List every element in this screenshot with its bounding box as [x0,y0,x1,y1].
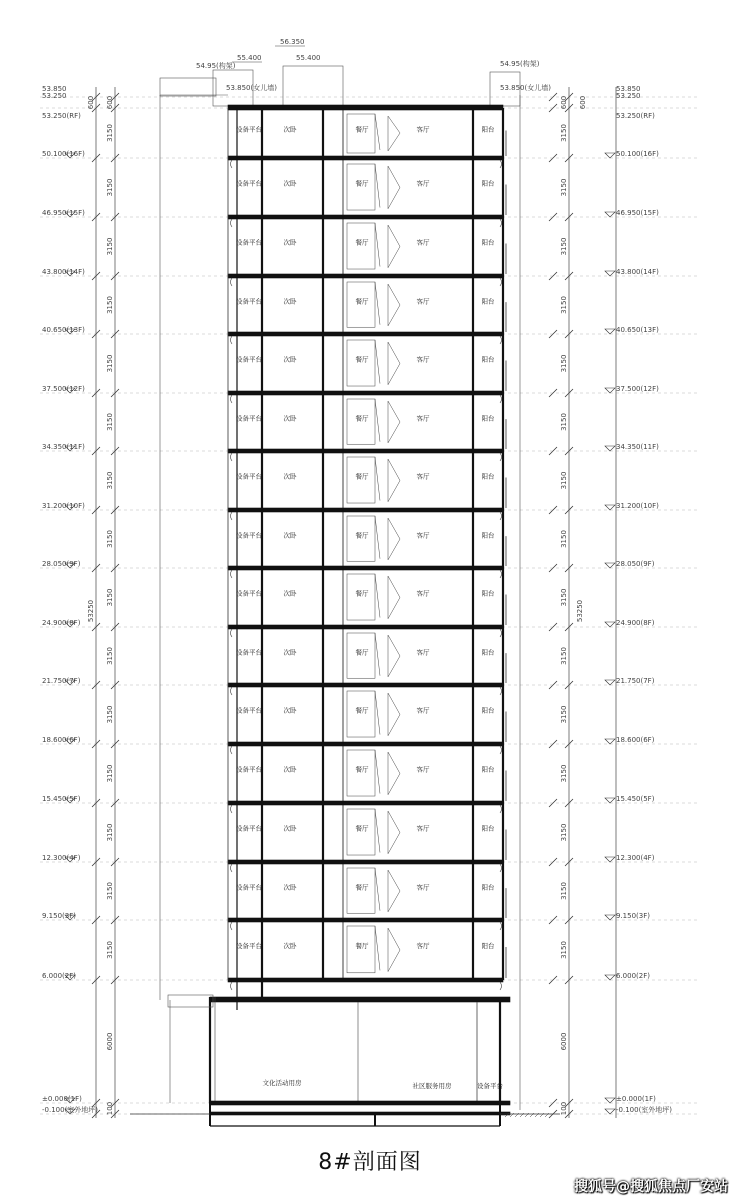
window-leaf [375,516,380,559]
left-frame [160,78,216,96]
room-label-balcony: 阳台 [481,355,495,364]
platform-bracket [231,629,233,637]
elevation-label-left: 50.100(16F) [42,150,85,158]
room-label-living: 客厅 [416,883,430,892]
room-label-living: 客厅 [416,472,430,481]
floor-slab [228,449,503,453]
balcony-bracket [500,219,502,227]
room-label-bedroom: 次卧 [283,824,297,833]
elevation-label-right: 34.350(11F) [616,443,659,451]
dim-floor-right: 3150 [560,882,568,900]
elevation-label-right: 31.200(10F) [616,502,659,510]
room-label-bedroom: 次卧 [283,472,297,481]
dim-parapet-right: 600 [560,95,568,110]
room-label-equipment: 设备平台 [236,824,262,833]
floor-slab [228,918,503,922]
floor-slab [228,274,503,278]
room-label-equipment: 设备平台 [236,472,262,481]
elevation-label-left: 9.150(3F) [42,912,76,920]
elevation-label-right: 50.100(16F) [616,150,659,158]
room-label-balcony: 阳台 [481,531,495,540]
foundation [210,1112,510,1115]
room-label-equipment: 设备平台 [236,297,262,306]
platform-bracket [231,512,233,520]
room-label-living: 客厅 [416,297,430,306]
room-label-balcony: 阳台 [481,179,495,188]
door-swing [388,576,400,619]
dim-floor-left: 3150 [106,237,114,256]
room-label-dining: 餐厅 [355,297,369,306]
room-label-dining: 餐厅 [355,706,369,715]
room-label-dining: 餐厅 [355,414,369,423]
room-label-living: 客厅 [416,125,430,134]
door-swing [388,225,400,268]
window-leaf [375,750,380,794]
room-label-living: 客厅 [416,355,430,364]
dim-floor-right: 3150 [560,530,568,548]
window-leaf [375,574,380,618]
room-label-dining: 餐厅 [355,765,369,774]
room-label-equipment: 设备平台 [236,883,262,892]
elevation-label-left: 12.300(4F) [42,854,81,862]
door-swing [388,284,400,326]
window-leaf [375,457,380,501]
room-label-dining: 餐厅 [355,824,369,833]
room-label-culture: 文化活动用房 [262,1079,302,1087]
room-label-dining: 餐厅 [355,355,369,364]
balcony-bracket [500,805,502,813]
room-label-balcony: 阳台 [481,297,495,306]
elevation-label-left: 28.050(9F) [42,560,81,568]
room-label-dining: 餐厅 [355,883,369,892]
balcony-bracket [500,278,502,286]
elevation-label-left: 43.800(14F) [42,268,85,276]
dim-floor-right: 3150 [560,471,568,490]
dim-floor-right: 3150 [560,705,568,724]
elevation-label-right: 6.000(2F) [616,972,650,980]
parapet-left-elevation: 54.95(构架) [196,62,236,70]
platform-bracket [231,395,233,403]
room-label-living: 客厅 [416,706,430,715]
level-marker [605,798,615,803]
elevation-label-left: 31.200(10F) [42,502,85,510]
platform-bracket [231,278,233,286]
platform-bracket [231,746,233,754]
dim-total-left: 53250 [87,599,95,623]
platform-bracket [231,982,233,990]
watermark: 搜狐号@搜狐焦点厂安站 [574,1179,728,1195]
floor-slab [228,391,503,395]
room-label-dining: 餐厅 [355,125,369,134]
room-label-bedroom: 次卧 [283,648,297,657]
dim-floor-right: 3150 [560,354,568,373]
elevation-label-right: 15.450(5F) [616,795,655,803]
room-label-bedroom: 次卧 [283,883,297,892]
ground-slab [210,1101,510,1105]
balcony-bracket [500,687,502,695]
room-label-equipment: 设备平台 [236,648,262,657]
room-label-equipment: 设备平台 [236,765,262,774]
level-marker [605,446,615,451]
platform-bracket [231,453,233,461]
room-label-balcony: 阳台 [481,414,495,423]
roof-elevation-labels [196,38,551,92]
stair-penthouse [283,66,343,108]
dim-floor-left: 3150 [106,647,114,665]
dim-floor-left: 3150 [106,354,114,373]
window-leaf [375,633,380,676]
dim-floor-right: 3150 [560,588,568,607]
dim-floor-right: 3150 [560,823,568,842]
building-section [130,66,560,1126]
dim-floor-left: 3150 [106,296,114,314]
room-label-living: 客厅 [416,942,430,951]
elevation-label-left: 46.950(15F) [42,209,85,217]
floor-slab [228,508,503,512]
balcony-bracket [500,629,502,637]
parapet-left-base-elevation: 53.850(女儿墙) [226,84,277,92]
elevation-label-left: 6.000(2F) [42,972,76,980]
dim-ground-right: 6000 [560,1032,568,1051]
floor-slab [228,742,503,746]
dim-total-right: 53250 [576,599,584,623]
door-swing [388,811,400,854]
room-label-equipment: 设备平台 [236,355,262,364]
room-label-living: 客厅 [416,531,430,540]
room-label-bedroom: 次卧 [283,706,297,715]
room-label-balcony: 阳台 [481,125,495,134]
room-label-bedroom: 次卧 [283,125,297,134]
window-leaf [375,926,380,970]
level-marker [605,622,615,627]
room-label-dining: 餐厅 [355,238,369,247]
room-label-community: 社区服务用房 [412,1082,452,1090]
dim-floor-right: 3150 [560,124,568,142]
window-leaf [375,691,380,735]
transfer-slab [210,997,510,1002]
elevation-label-right: 53.250(RF) [616,112,655,120]
room-label-living: 客厅 [416,238,430,247]
room-label-equipment: 设备平台 [236,125,262,134]
level-marker [605,388,615,393]
parapet-right-elevation: 54.95(构架) [500,60,540,68]
dim-floor-left: 3150 [106,764,114,783]
elevation-label-right: ±0.000(1F) [616,1095,656,1103]
floor-slab [228,978,503,982]
elevation-label-right: 40.650(13F) [616,326,659,334]
room-label-living: 客厅 [416,414,430,423]
level-marker [605,505,615,510]
dim-floor-right: 3150 [560,237,568,256]
door-swing [388,342,400,385]
elevation-label-right: -0.100(室外地坪) [616,1106,673,1114]
elevation-label-right: 24.900(8F) [616,619,655,627]
room-label-equipment: 设备平台 [236,179,262,188]
floor-slab [228,801,503,805]
elevation-label-left: 18.600(6F) [42,736,81,744]
platform-bracket [231,922,233,930]
room-label-bedroom: 次卧 [283,531,297,540]
dim-floor-right: 3150 [560,647,568,665]
window-leaf [375,114,380,150]
elevation-label-left: 24.900(8F) [42,619,81,627]
floor-slab [228,566,503,570]
room-label-balcony: 阳台 [481,883,495,892]
floor-slab [228,860,503,864]
balcony-bracket [500,395,502,403]
roof-slab [228,105,503,110]
dim-floor-left: 3150 [106,530,114,548]
balcony-bracket [500,570,502,578]
floor-slab [228,332,503,336]
elevation-label-right: 43.800(14F) [616,268,659,276]
platform-bracket [231,864,233,872]
room-label-equipment: 设备平台 [236,706,262,715]
floor-slab [228,215,503,219]
window-leaf [375,809,380,853]
room-label-bedroom: 次卧 [283,179,297,188]
dim-plinth-left: 100 [106,1101,114,1116]
room-label-balcony: 阳台 [481,942,495,951]
dim-floor-right: 3150 [560,296,568,314]
room-label-bedroom: 次卧 [283,297,297,306]
dim-ground-left: 6000 [106,1032,114,1051]
dim-floor-right: 3150 [560,413,568,431]
window-leaf [375,223,380,267]
balcony-bracket [500,512,502,520]
room-label-equipment: 设备平台 [236,414,262,423]
level-marker [605,329,615,334]
elevation-label-right: 28.050(9F) [616,560,655,568]
room-label-dining: 餐厅 [355,648,369,657]
elevation-label-left: 53.850 [42,85,67,93]
door-swing [388,693,400,736]
stair-top-elevation-2: 55.400 [296,54,321,62]
room-label-equipment: 设备平台 [236,531,262,540]
dim-floor-left: 3150 [106,588,114,607]
parapet-right-base-elevation: 53.850(女儿墙) [500,84,551,92]
room-label-dining: 餐厅 [355,179,369,188]
platform-bracket [231,160,233,168]
room-label-bedroom: 次卧 [283,355,297,364]
level-marker [605,1098,615,1103]
window-leaf [375,399,380,442]
level-marker [605,153,615,158]
room-label-living: 客厅 [416,648,430,657]
elevation-label-left: 53.250 [42,92,67,100]
dim-floor-left: 3150 [106,941,114,959]
platform-bracket [231,687,233,695]
platform-bracket [231,570,233,578]
elevation-label-left: 37.500(12F) [42,385,85,393]
room-label-balcony: 阳台 [481,238,495,247]
elevation-label-right: 46.950(15F) [616,209,659,217]
door-swing [388,752,400,795]
room-label-living: 客厅 [416,589,430,598]
room-label-equipment: 设备平台 [236,589,262,598]
dimension-grid [40,87,700,1118]
dim-floor-left: 3150 [106,413,114,431]
platform-bracket [231,805,233,813]
elevation-label-right: 53.250 [616,92,641,100]
door-swing [388,870,400,912]
room-labels [236,125,504,1091]
level-marker [605,212,615,217]
room-label-equipment-ground: 设备平台 [477,1082,503,1090]
floor-slab [228,683,503,687]
elevation-label-right: 21.750(7F) [616,677,655,685]
dimension-labels [87,96,587,1115]
drawing-title: 8#剖面图 [318,1150,422,1175]
room-label-equipment: 设备平台 [236,942,262,951]
door-swing [388,459,400,502]
platform-bracket [231,336,233,344]
window-leaf [375,340,380,384]
window-leaf [375,868,380,911]
room-label-equipment: 设备平台 [236,238,262,247]
dim-parapet-right-2: 600 [579,95,587,110]
balcony-bracket [500,336,502,344]
level-marker [605,975,615,980]
door-swing [388,116,400,151]
elevation-label-left: 21.750(7F) [42,677,81,685]
room-label-living: 客厅 [416,179,430,188]
dim-parapet-left: 600 [87,95,95,110]
room-label-balcony: 阳台 [481,648,495,657]
dim-floor-left: 3150 [106,882,114,900]
elevation-label-left: -0.100(室外地坪) [42,1106,99,1114]
elevation-label-right: 53.850 [616,85,641,93]
room-label-balcony: 阳台 [481,706,495,715]
level-marker [605,680,615,685]
level-marker [605,271,615,276]
dim-floor-left: 3150 [106,178,114,197]
room-label-bedroom: 次卧 [283,589,297,598]
stair-top-elevation: 55.400 [237,54,262,62]
elevation-label-left: ±0.000(1F) [42,1095,82,1103]
floor-slab [228,156,503,160]
room-label-bedroom: 次卧 [283,942,297,951]
canopy [168,995,213,1007]
window [347,114,375,153]
room-label-balcony: 阳台 [481,824,495,833]
elevation-label-right: 9.150(3F) [616,912,650,920]
dim-floor-left: 3150 [106,471,114,490]
room-label-living: 客厅 [416,824,430,833]
dim-floor-right: 3150 [560,178,568,197]
door-swing [388,928,400,972]
room-label-dining: 餐厅 [355,589,369,598]
room-label-balcony: 阳台 [481,472,495,481]
elevation-label-left: 34.350(11F) [42,443,85,451]
elevation-label-right: 18.600(6F) [616,736,655,744]
level-marker [605,857,615,862]
room-label-dining: 餐厅 [355,942,369,951]
room-label-balcony: 阳台 [481,589,495,598]
window-leaf [375,282,380,325]
elevation-label-right: 12.300(4F) [616,854,655,862]
level-marker [605,739,615,744]
room-label-bedroom: 次卧 [283,414,297,423]
room-label-bedroom: 次卧 [283,238,297,247]
door-swing [388,518,400,560]
dim-floor-left: 3150 [106,124,114,142]
balcony-bracket [500,922,502,930]
balcony-bracket [500,864,502,872]
elevation-label-left: 53.250(RF) [42,112,81,120]
dim-floor-left: 3150 [106,705,114,724]
room-label-balcony: 阳台 [481,765,495,774]
dim-floor-left: 3150 [106,823,114,842]
window-leaf [375,164,380,208]
level-marker [605,915,615,920]
door-swing [388,166,400,209]
dim-floor-right: 3150 [560,941,568,959]
room-label-dining: 餐厅 [355,472,369,481]
level-marker [605,1109,615,1114]
dim-floor-right: 3150 [560,764,568,783]
door-swing [388,635,400,677]
balcony-bracket [500,160,502,168]
roof-peak-elevation: 56.350 [280,38,305,46]
elevation-label-left: 15.450(5F) [42,795,81,803]
elevation-label-left: 40.650(13F) [42,326,85,334]
elevation-label-right: 37.500(12F) [616,385,659,393]
door-swing [388,401,400,443]
platform-bracket [231,219,233,227]
floor-slab [228,625,503,629]
balcony-bracket [500,982,502,990]
balcony-bracket [500,453,502,461]
dim-parapet-left-2: 600 [106,95,114,110]
room-label-bedroom: 次卧 [283,765,297,774]
room-label-dining: 餐厅 [355,531,369,540]
dim-plinth-right: 100 [560,1101,568,1116]
balcony-bracket [500,746,502,754]
room-label-living: 客厅 [416,765,430,774]
level-marker [605,563,615,568]
